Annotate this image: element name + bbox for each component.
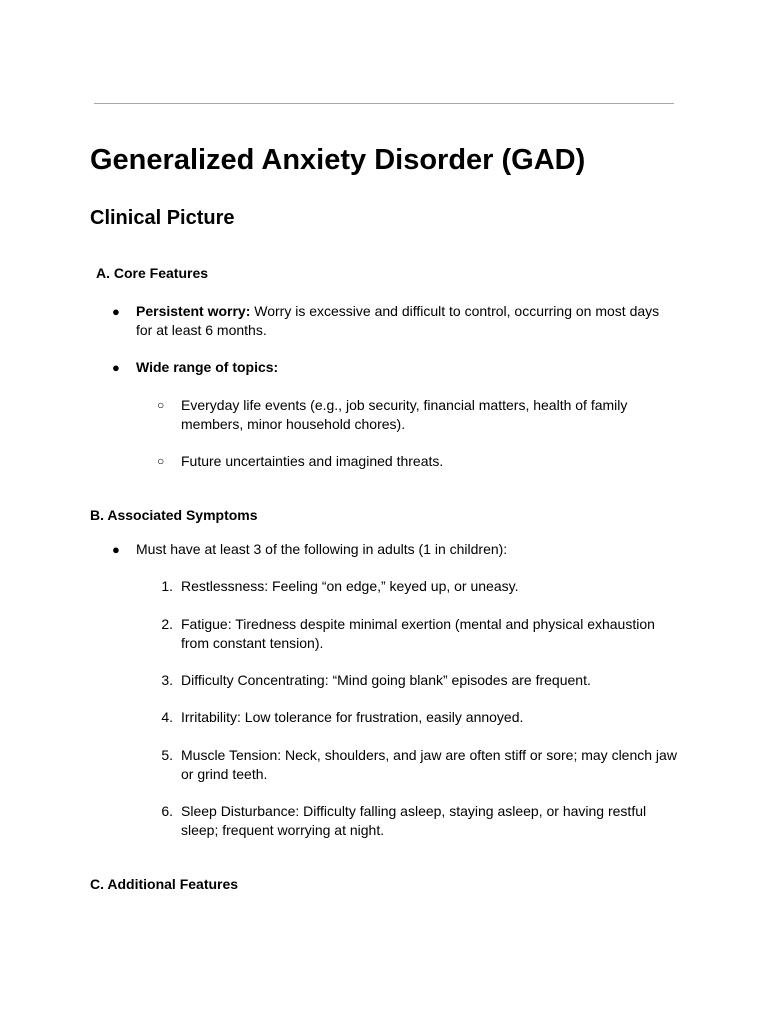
item-text: Worry is excessive and difficult to control, occurring on most days for at least 6 months. xyxy=(136,303,660,338)
list-number: 2. xyxy=(161,616,173,632)
list-item-persistent-worry xyxy=(112,302,676,340)
numbered-item-muscle-tension xyxy=(161,746,679,784)
section-heading-clinical-picture: Clinical Picture xyxy=(90,207,235,229)
subsection-heading-core-features: A. Core Features xyxy=(96,265,209,281)
numbered-item-text: Sleep Disturbance: Difficulty falling asleep, staying asleep, or having restful sleep; frequent worrying at night. xyxy=(181,803,647,838)
bullet-circle-icon: ○ xyxy=(157,398,165,412)
numbered-item-restlessness xyxy=(161,577,676,596)
numbered-item-text: Muscle Tension: Neck, shoulders, and jaw are often stiff or sore; may clench jaw or grind teeth. xyxy=(181,747,677,782)
bullet-circle-icon: ○ xyxy=(157,454,165,468)
numbered-item-text: Fatigue: Tiredness despite minimal exertion (mental and physical exhaustion from constant tension). xyxy=(181,616,655,651)
sub-item-text: Future uncertainties and imagined threats. xyxy=(181,453,444,469)
list-item-symptom-intro xyxy=(112,540,676,559)
subsection-heading-additional-features: C. Additional Features xyxy=(90,876,239,892)
bullet-disc-icon: ● xyxy=(112,360,120,375)
bullet-disc-icon: ● xyxy=(112,304,120,319)
list-item-wide-range xyxy=(112,358,676,377)
bullet-disc-icon: ● xyxy=(112,542,120,557)
item-bold-label: Wide range of topics: xyxy=(136,359,279,375)
numbered-item-irritability xyxy=(161,708,676,727)
list-number: 5. xyxy=(161,747,173,763)
item-bold-label: Persistent worry: xyxy=(136,303,251,319)
sub-list-item-future-uncertainties xyxy=(157,452,651,471)
list-number: 4. xyxy=(161,709,173,725)
list-number: 3. xyxy=(161,672,173,688)
subsection-heading-associated-symptoms: B. Associated Symptoms xyxy=(90,507,258,523)
numbered-item-concentrating xyxy=(161,671,676,690)
numbered-item-text: Difficulty Concentrating: “Mind going blank” episodes are frequent. xyxy=(181,672,591,688)
numbered-item-text: Restlessness: Feeling “on edge,” keyed up, or uneasy. xyxy=(181,578,519,594)
list-number: 1. xyxy=(161,578,173,594)
page-title: Generalized Anxiety Disorder (GAD) xyxy=(90,144,586,176)
numbered-item-fatigue xyxy=(161,615,656,653)
item-text: Must have at least 3 of the following in adults (1 in children): xyxy=(136,541,508,557)
sub-list-item-everyday-events xyxy=(157,396,651,434)
numbered-item-text: Irritability: Low tolerance for frustration, easily annoyed. xyxy=(181,709,524,725)
sub-item-text: Everyday life events (e.g., job security, financial matters, health of family members, minor household chores). xyxy=(181,397,628,432)
numbered-item-sleep-disturbance xyxy=(161,802,656,840)
horizontal-rule xyxy=(94,103,674,104)
list-number: 6. xyxy=(161,803,173,819)
